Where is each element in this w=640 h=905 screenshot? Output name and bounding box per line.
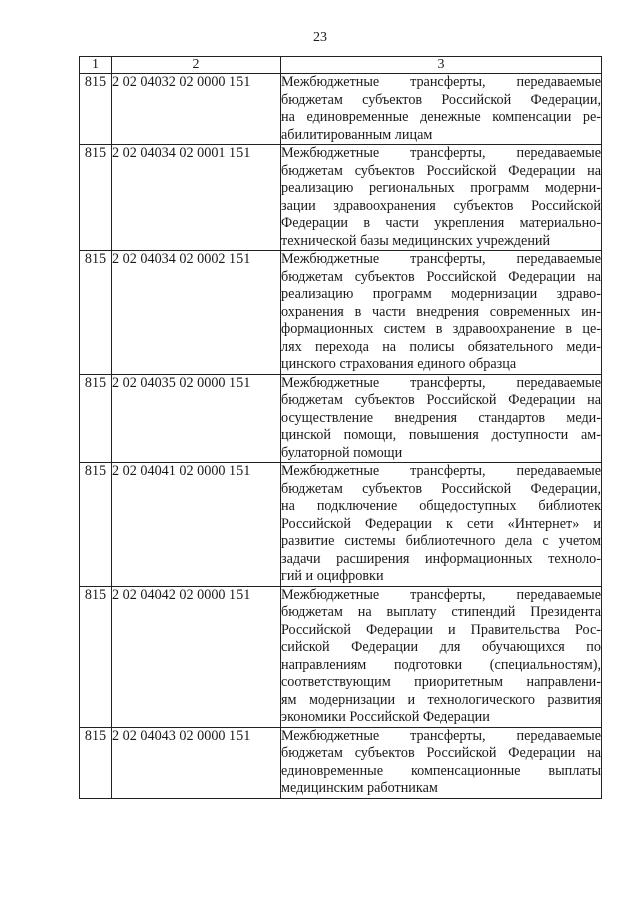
- description-line: на подключение общедоступных библиотек: [281, 498, 601, 514]
- admin-code-cell: 815: [80, 374, 112, 463]
- page-number: 23: [313, 30, 327, 45]
- budget-codes-table: [79, 56, 602, 799]
- description-cell: [281, 145, 602, 251]
- budget-code-cell: 2 02 04034 02 0002 151: [112, 251, 281, 375]
- table-row: [80, 251, 602, 375]
- description-cell: [281, 586, 602, 727]
- description-line: абилитированным лицам: [281, 126, 433, 143]
- description-line: бюджетам субъектов Российской Федерации,: [281, 480, 601, 497]
- description-line: экономики Российской Федерации: [281, 709, 490, 725]
- description-line: задачи расширения информационных техноло-: [281, 550, 601, 567]
- table-row: [80, 463, 602, 587]
- description-line: Российской Федерации и Правительства Рос-: [281, 621, 601, 638]
- description-cell: [281, 251, 602, 375]
- description-line: реализацию программ модернизации здраво-: [281, 286, 601, 302]
- description-line: Межбюджетные трансферты, передаваемые: [281, 463, 601, 479]
- description-line: Межбюджетные трансферты, передаваемые: [281, 145, 601, 161]
- table-row: [80, 727, 602, 798]
- description-line: на единовременные денежные компенсации ре-: [281, 109, 601, 125]
- description-line: зации здравоохранения субъектов Российской: [281, 197, 601, 214]
- description-line: Российской Федерации к сети «Интернет» и: [281, 515, 601, 532]
- description-line: Межбюджетные трансферты, передаваемые: [281, 74, 601, 90]
- admin-code-cell: 815: [80, 145, 112, 251]
- description-line: направлениям подготовки (специальностям),: [281, 656, 601, 673]
- description-line: Межбюджетные трансферты, передаваемые: [281, 586, 601, 603]
- description-cell: [281, 74, 602, 145]
- budget-code-cell: 2 02 04035 02 0000 151: [112, 374, 281, 463]
- admin-code-cell: 815: [80, 251, 112, 375]
- admin-code-cell: 815: [80, 586, 112, 727]
- description-line: реализацию региональных программ модерни-: [281, 180, 601, 196]
- description-line: бюджетам субъектов Российской Федерации на: [281, 162, 601, 179]
- description-line: булаторной помощи: [281, 444, 403, 461]
- description-line: бюджетам на выплату стипендий Президента: [281, 604, 601, 620]
- description-cell: [281, 727, 602, 798]
- column-header-1: 1: [80, 57, 112, 74]
- description-line: формационных систем в здравоохранение в це-: [281, 321, 601, 337]
- description-line: Федерации в части укрепления материально-: [281, 215, 601, 231]
- description-line: сийской Федерации для обучающихся по: [281, 639, 601, 655]
- description-line: лях перехода на полисы обязательного меди-: [281, 338, 601, 355]
- description-line: развитие системы библиотечного дела с учетом: [281, 533, 601, 549]
- column-header-3: 3: [281, 57, 602, 74]
- budget-code-cell: 2 02 04041 02 0000 151: [112, 463, 281, 587]
- table-row: [80, 374, 602, 463]
- admin-code-cell: 815: [80, 463, 112, 587]
- description-line: осуществление внедрения стандартов меди-: [281, 409, 601, 426]
- column-header-2: 2: [112, 57, 281, 74]
- description-line: бюджетам субъектов Российской Федерации на: [281, 745, 601, 761]
- description-cell: [281, 374, 602, 463]
- budget-code-cell: 2 02 04043 02 0000 151: [112, 727, 281, 798]
- description-line: Межбюджетные трансферты, передаваемые: [281, 727, 601, 744]
- description-line: охранения в части внедрения современных ин-: [281, 303, 601, 320]
- description-line: Межбюджетные трансферты, передаваемые: [281, 374, 601, 391]
- budget-code-cell: 2 02 04032 02 0000 151: [112, 74, 281, 145]
- description-line: соответствующим приоритетным направлени-: [281, 674, 601, 690]
- description-line: ям модернизации и технологического развития: [281, 691, 601, 708]
- description-line: бюджетам субъектов Российской Федерации на: [281, 268, 601, 285]
- description-line: медицинским работникам: [281, 780, 438, 796]
- description-line: цинской помощи, повышения доступности ам-: [281, 427, 601, 443]
- budget-code-cell: 2 02 04042 02 0000 151: [112, 586, 281, 727]
- description-line: технической базы медицинских учреждений: [281, 232, 551, 249]
- description-line: единовременные компенсационные выплаты: [281, 762, 601, 779]
- admin-code-cell: 815: [80, 74, 112, 145]
- table-row: [80, 74, 602, 145]
- budget-code-cell: 2 02 04034 02 0001 151: [112, 145, 281, 251]
- description-line: бюджетам субъектов Российской Федерации на: [281, 392, 601, 408]
- table-body: [80, 74, 602, 799]
- description-cell: [281, 463, 602, 587]
- description-line: бюджетам субъектов Российской Федерации,: [281, 91, 601, 108]
- description-line: Межбюджетные трансферты, передаваемые: [281, 251, 601, 267]
- admin-code-cell: 815: [80, 727, 112, 798]
- description-line: гий и оцифровки: [281, 568, 384, 584]
- table-row: [80, 586, 602, 727]
- table-row: [80, 145, 602, 251]
- table-header: [80, 57, 602, 74]
- header-row: [80, 57, 602, 74]
- description-line: цинского страхования единого образца: [281, 356, 517, 372]
